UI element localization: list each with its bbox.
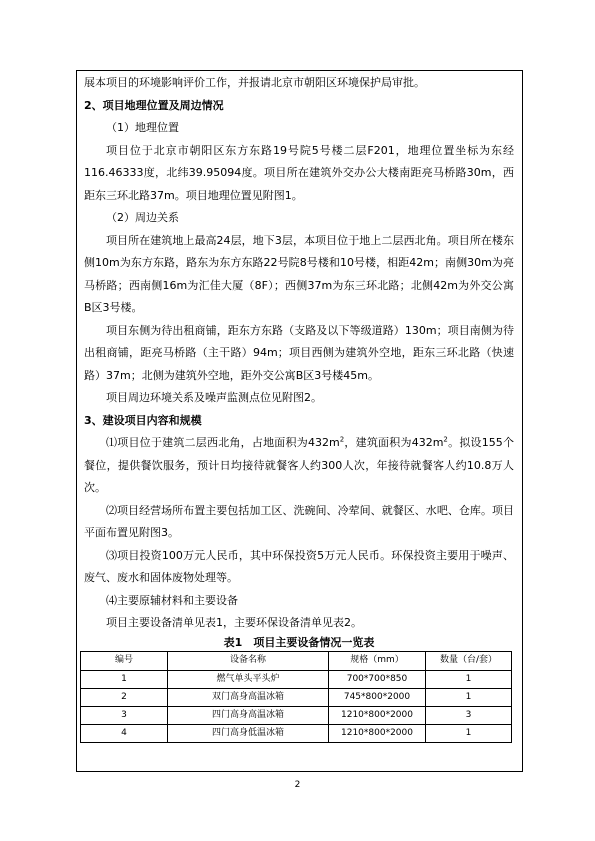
table-row [81, 670, 512, 688]
header-spec: 规格（mm） [329, 651, 426, 670]
subheading-geo-location: （1）地理位置 [106, 121, 179, 134]
document-body [84, 72, 514, 743]
paragraph-scope-3: ⑶项目投资100万元人民币，其中环保投资5万元人民币。环保投资主要用于噪声、废气、废水和固体废物处理等。 [84, 548, 514, 584]
table-row [81, 706, 512, 724]
table-header-row [81, 651, 512, 670]
page-number: 2 [294, 780, 301, 790]
cell-name: 四门高身低温冰箱 [168, 724, 329, 742]
subheading-surroundings: （2）周边关系 [106, 211, 179, 224]
header-no: 编号 [81, 651, 168, 670]
paragraph-scope-2: ⑵项目经营场所布置主要包括加工区、洗碗间、冷荤间、就餐区、水吧、仓库。项目平面布置见附图3。 [84, 503, 514, 539]
cell-spec: 1210*800*2000 [329, 706, 426, 724]
paragraph-intro-tail: 展本项目的环境影响评价工作，并报请北京市朝阳区环境保护局审批。 [84, 76, 425, 89]
cell-no: 3 [81, 706, 168, 724]
cell-qty: 1 [426, 670, 512, 688]
cell-qty: 1 [426, 724, 512, 742]
cell-name: 四门高身高温冰箱 [168, 706, 329, 724]
paragraph-surroundings-1: 项目所在建筑地上最高24层，地下3层，本项目位于地上二层西北角。项目所在楼东侧10m为东方东路，路东为东方东路22号院8号楼和10号楼，相距42m；南侧30m为亮马桥路；西南侧16m为汇佳大厦（8F）；西侧37m为东三环北路；北侧42m为外交公寓B区3号楼。 [84, 233, 514, 314]
paragraph-surroundings-3: 项目周边环境关系及噪声监测点位见附图2。 [106, 391, 322, 404]
cell-name: 燃气单头平头炉 [168, 670, 329, 688]
header-name: 设备名称 [168, 651, 329, 670]
equipment-table [80, 651, 512, 743]
section-heading-scope: 3、建设项目内容和规模 [84, 413, 202, 427]
table-caption: 表1 项目主要设备情况一览表 [223, 635, 375, 649]
cell-qty: 1 [426, 688, 512, 706]
paragraph-surroundings-2: 项目东侧为待出租商铺，距东方东路（支路及以下等级道路）130m；项目南侧为待出租商铺，距亮马桥路（主干路）94m；项目西侧为建筑外空地，距东三环北路（快速路）37m；北侧为建筑外空地，距外交公寓B区3号楼45m。 [84, 323, 514, 382]
cell-name: 双门高身高温冰箱 [168, 688, 329, 706]
paragraph-geo-location: 项目位于北京市朝阳区东方东路19号院5号楼二层F201，地理位置坐标为东经116.46333度，北纬39.95094度。项目所在建筑外交办公大楼南距亮马桥路30m，西距东三环北路37m。项目地理位置见附图1。 [84, 143, 514, 202]
scope-1-text-a: ⑴项目位于建筑二层西北角，占地面积为432m [106, 436, 340, 449]
table-row [81, 724, 512, 742]
scope-1-text-c: 。拟设155个餐位，提供餐饮服务，预计日均接待就餐客人约300人次，年接待就餐客人约10.8万人次。 [84, 436, 514, 494]
paragraph-scope-5: 项目主要设备清单见表1，主要环保设备清单见表2。 [106, 616, 362, 629]
sup-area-unit-1: 2 [339, 435, 345, 444]
cell-spec: 1210*800*2000 [329, 724, 426, 742]
header-qty: 数量（台/套） [426, 651, 512, 670]
sup-area-unit-2: 2 [443, 435, 448, 444]
cell-no: 1 [81, 670, 168, 688]
cell-spec: 700*700*850 [329, 670, 426, 688]
cell-no: 4 [81, 724, 168, 742]
table-row [81, 688, 512, 706]
cell-no: 2 [81, 688, 168, 706]
scope-1-text-b: ，建筑面积为432m [344, 436, 444, 449]
paragraph-scope-4: ⑷主要原辅材料和主要设备 [106, 593, 238, 607]
section-heading-location: 2、项目地理位置及周边情况 [84, 98, 224, 112]
cell-spec: 745*800*2000 [329, 688, 426, 706]
paragraph-scope-1 [84, 432, 514, 500]
cell-qty: 3 [426, 706, 512, 724]
